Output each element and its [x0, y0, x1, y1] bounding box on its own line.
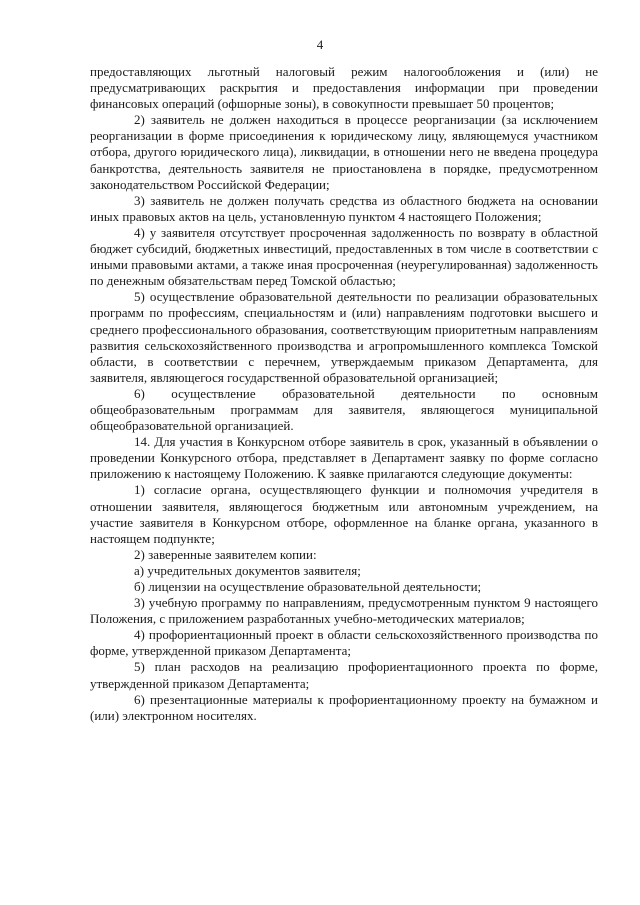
- paragraph-doc-2b: б) лицензии на осуществление образовательной деятельности;: [134, 579, 482, 594]
- paragraph-doc-6: 6) презентационные материалы к профориентационному проекту на бумажном и (или) электронном носителях.: [90, 691, 598, 723]
- paragraph-doc-2: 2) заверенные заявителем копии:: [134, 546, 317, 562]
- paragraph-item-4: 4) у заявителя отсутствует просроченная задолженность по возврату в областной бюджет субсидий, бюджетных инвестиций, предоставленных в том числе в соответствии с иными правовыми актами, а также иная просроченная (неурегулированная) задолженность по денежным обязательствам перед Томской областью;: [90, 224, 598, 289]
- paragraph-doc-1: 1) согласие органа, осуществляющего функции и полномочия учредителя в отношении заявителя, являющегося бюджетным или автономным учреждением, на участие заявителя в Конкурсном отборе, оформленное на бланке органа, указанного в настоящем подпункте;: [90, 482, 598, 546]
- paragraph-item-6: 6) осуществление образовательной деятельности по основным общеобразовательным программам для заявителя, являющегося муниципальной общеобразовательной организацией.: [90, 385, 598, 434]
- paragraph-item-5: 5) осуществление образовательной деятельности по реализации образовательных программ по профессиям, специальностям и (или) направлениям подготовки высшего и среднего профессионального образования, соответствующим приоритетным направлениям развития сельскохозяйственного производства и агропромышленного комплекса Томской области, в соответствии с перечнем, утверждаемым приказом Департамента, для заявителя, являющегося государственной образовательной организацией;: [90, 289, 598, 385]
- document-body: [90, 64, 598, 724]
- paragraph-item-3: 3) заявитель не должен получать средства из областного бюджета на основании иных правовых актов на цель, установленную пунктом 4 настоящего Положения;: [90, 192, 598, 224]
- paragraph-doc-5: 5) план расходов на реализацию профориентационного проекта по форме, утвержденной приказом Департамента;: [90, 659, 598, 691]
- paragraph-doc-2a: а) учредительных документов заявителя;: [134, 562, 361, 578]
- paragraph-item-2: 2) заявитель не должен находиться в процессе реорганизации (за исключением реорганизации в форме присоединения к юридическому лицу, являющемуся участником отбора, другого юридического лица), ликвидации, в отношении него не введена процедура банкротства, деятельность заявителя не приостановлена в порядке, предусмотренном законодательством Российской Федерации;: [90, 112, 598, 192]
- paragraph-continuation: предоставляющих льготный налоговый режим налогообложения и (или) не предусматривающих раскрытия и предоставления информации при проведении финансовых операций (офшорные зоны), в совокупности превышает 50 процентов;: [90, 64, 598, 112]
- paragraph-doc-4: 4) профориентационный проект в области сельскохозяйственного производства по форме, утвержденной приказом Департамента;: [90, 627, 598, 659]
- page-number: 4: [316, 37, 324, 52]
- paragraph-clause-14: 14. Для участия в Конкурсном отборе заявитель в срок, указанный в объявлении о проведении Конкурсного отбора, представляет в Департамент заявку по форме согласно приложению к настоящему Положению. К заявке прилагаются следующие документы:: [90, 434, 598, 482]
- paragraph-doc-3: 3) учебную программу по направлениям, предусмотренным пунктом 9 настоящего Положения, с приложением разработанных учебно-методических материалов;: [90, 595, 598, 627]
